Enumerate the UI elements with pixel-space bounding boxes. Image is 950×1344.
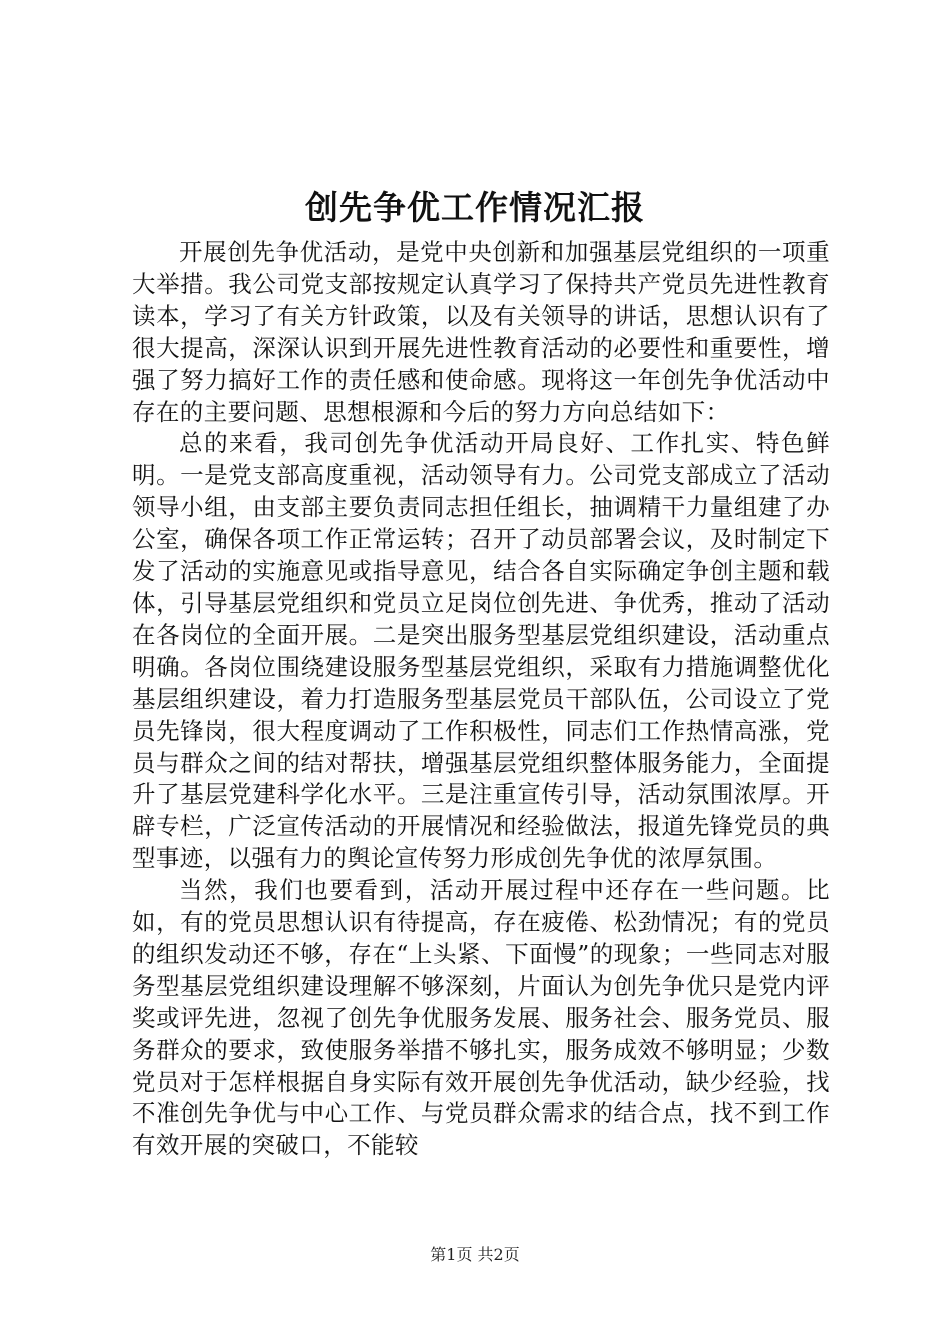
document-body: [132, 237, 830, 1162]
document-title: 创先争优工作情况汇报: [305, 188, 645, 227]
paragraph-intro: 开展创先争优活动，是党中央创新和加强基层党组织的一项重大举措。我公司党支部按规定认真学习了保持共产党员先进性教育读本，学习了有关方针政策，以及有关领导的讲话，思想认识有了很大提高，深深认识到开展先进性教育活动的必要性和重要性，增强了努力搞好工作的责任感和使命感。现将这一年创先争优活动中存在的主要问题、思想根源和今后的努力方向总结如下：: [132, 238, 830, 426]
paragraph-overview: 总的来看，我司创先争优活动开局良好、工作扎实、特色鲜明。一是党支部高度重视，活动领导有力。公司党支部成立了活动领导小组，由支部主要负责同志担任组长，抽调精干力量组建了办公室，确保各项工作正常运转；召开了动员部署会议，及时制定下发了活动的实施意见或指导意见，结合各自实际确定争创主题和载体，引导基层党组织和党员立足岗位创先进、争优秀，推动了活动在各岗位的全面开展。二是突出服务型基层党组织建设，活动重点明确。各岗位围绕建设服务型基层党组织，采取有力措施调整优化基层组织建设，着力打造服务型基层党员干部队伍，公司设立了党员先锋岗，很大程度调动了工作积极性，同志们工作热情高涨，党员与群众之间的结对帮扶，增强基层党组织整体服务能力，全面提升了基层党建科学化水平。三是注重宣传引导，活动氛围浓厚。开辟专栏，广泛宣传活动的开展情况和经验做法，报道先锋党员的典型事迹，以强有力的舆论宣传努力形成创先争优的浓厚氛围。: [132, 429, 830, 873]
page-footer: 第1页 共2页: [430, 1245, 520, 1264]
paragraph-problems: 当然，我们也要看到，活动开展过程中还存在一些问题。比如，有的党员思想认识有待提高，存在疲倦、松劲情况；有的党员的组织发动还不够，存在“上头紧、下面慢”的现象；一些同志对服务型基层党组织建设理解不够深刻，片面认为创先争优只是党内评奖或评先进，忽视了创先争优服务发展、服务社会、服务党员、服务群众的要求，致使服务举措不够扎实，服务成效不够明显；少数党员对于怎样根据自身实际有效开展创先争优活动，缺少经验，找不准创先争优与中心工作、与党员群众需求的结合点，找不到工作有效开展的突破口，不能较: [132, 876, 830, 1160]
